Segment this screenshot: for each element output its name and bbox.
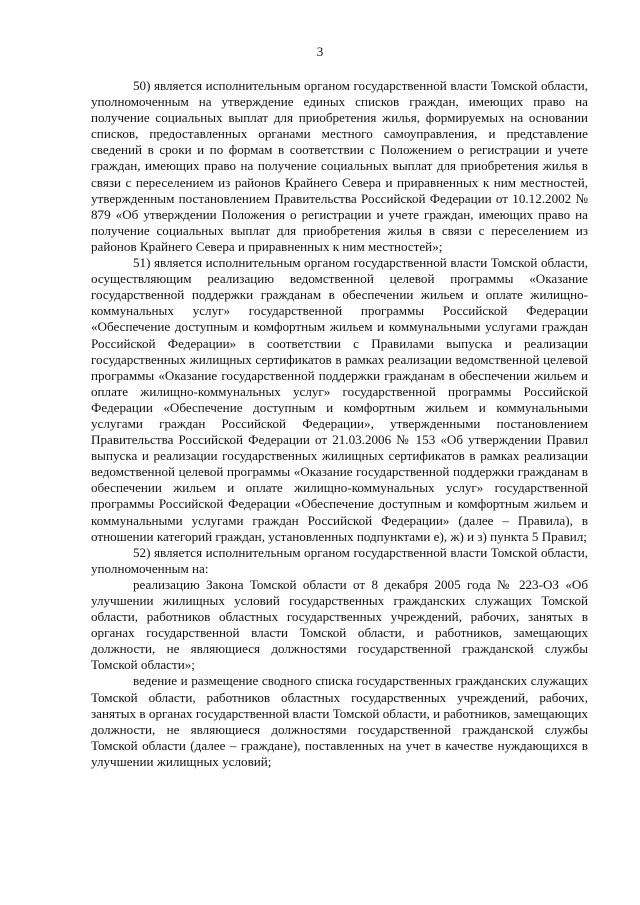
paragraph-subitem-law-implementation: реализацию Закона Томской области от 8 декабря 2005 года № 223-ОЗ «Об улучшении жилищных условий государственных гражданских служащих Томской области, работников областных государственных учреждений, рабочих, занятых в органах государственной власти Томской области, и работников, замещающих должности, не являющиеся должностями государственной гражданской службы Томской области»; bbox=[91, 576, 588, 673]
page-number: 3 bbox=[316, 44, 324, 59]
paragraph-item-50: 50) является исполнительным органом государственной власти Томской области, уполномоченным на утверждение единых списков граждан, имеющих право на получение социальных выплат для приобретения жилья, формируемых на основании списков, предоставленных органами местного самоуправления, и представление сведений в сроки и по формам в соответствии с Положением о регистрации и учете граждан, имеющих право на получение социальных выплат для приобретения жилья в связи с переселением из районов Крайнего Севера и приравненных к ним местностей, утвержденным постановлением Правительства Российской Федерации от 10.12.2002 № 879 «Об утверждении Положения о регистрации и учете граждан, имеющих право на получение социальных выплат для приобретения жилья в связи с переселением из районов Крайнего Севера и приравненных к ним местностей»; bbox=[91, 78, 588, 254]
paragraph-item-52: 52) является исполнительным органом государственной власти Томской области, уполномоченным на: bbox=[91, 544, 588, 576]
paragraph-item-51: 51) является исполнительным органом государственной власти Томской области, осуществляющим реализацию ведомственной целевой программы «Оказание государственной поддержки гражданам в обеспечении жильем и оплате жилищно-коммунальных услуг» государственной программы Российской Федерации «Обеспечение доступным и комфортным жильем и коммунальными услугами граждан Российской Федерации» в соответствии с Правилами выпуска и реализации государственных жилищных сертификатов в рамках реализации ведомственной целевой программы «Оказание государственной поддержки гражданам в обеспечении жильем и оплате жилищно-коммунальных услуг» государственной программы Российской Федерации «Обеспечение доступным и комфортным жильем и коммунальными услугами граждан Российской Федерации», утвержденными постановлением Правительства Российской Федерации от 21.03.2006 № 153 «Об утверждении Правил выпуска и реализации государственных жилищных сертификатов в рамках реализации ведомственной целевой программы «Оказание государственной поддержки гражданам в обеспечении жильем и оплате жилищно-коммунальных услуг» государственной программы Российской Федерации «Обеспечение доступным и комфортным жильем и коммунальными услугами граждан Российской Федерации» (далее – Правила), в отношении категорий граждан, установленных подпунктами е), ж) и з) пункта 5 Правил; bbox=[91, 255, 588, 544]
document-body bbox=[91, 78, 588, 770]
paragraph-subitem-consolidated-list: ведение и размещение сводного списка государственных гражданских служащих Томской области, работников областных государственных учреждений, рабочих, занятых в органах государственной власти Томской области, и работников, замещающих должности, не являющиеся должностями государственной гражданской службы Томской области (далее – граждане), поставленных на учет в качестве нуждающихся в улучшении жилищных условий; bbox=[91, 673, 588, 769]
